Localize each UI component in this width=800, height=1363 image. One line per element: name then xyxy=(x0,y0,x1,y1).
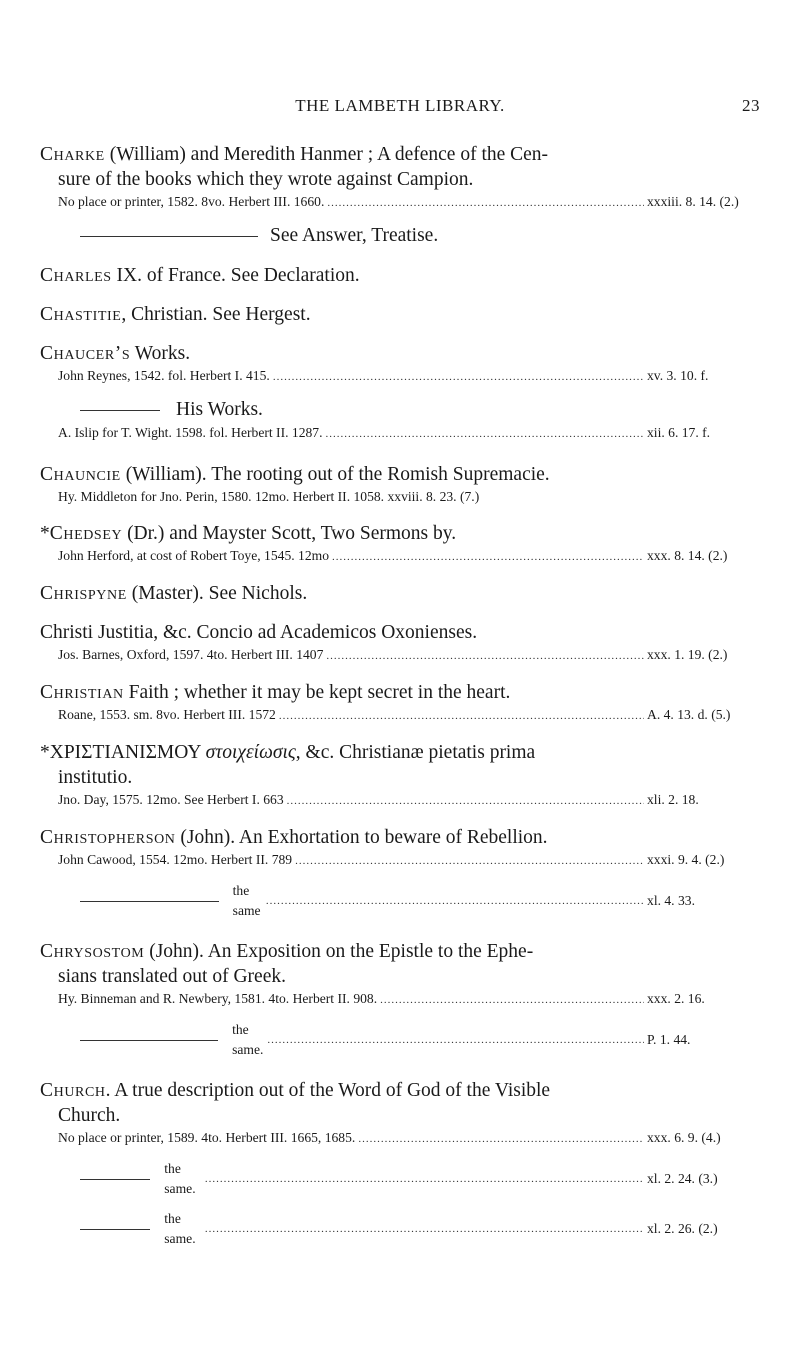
entry-chaucer xyxy=(40,341,765,387)
press-mark: xl. 2. 24. (3.) xyxy=(647,1171,718,1186)
title-text: (William) and Meredith Hanmer ; A defence of the Cen- xyxy=(104,144,549,165)
entry-chrispyne xyxy=(40,581,765,606)
title-text: (John). An Exhortation to beware of Rebellion. xyxy=(175,827,548,848)
leader-dots xyxy=(326,424,645,444)
entry-same-copy xyxy=(40,1020,765,1060)
imprint-text: John Herford, at cost of Robert Toye, 1545. 12mo xyxy=(58,548,330,563)
entry-his-works xyxy=(40,397,765,444)
title-continuation: Church. xyxy=(58,1105,121,1126)
entry-christian-faith xyxy=(40,680,765,726)
sub-heading: His Works. xyxy=(176,399,263,420)
entry-heading xyxy=(40,680,765,705)
same-label: the same. xyxy=(232,1022,264,1057)
author-name: Church xyxy=(40,1080,106,1101)
imprint-line xyxy=(40,790,765,811)
entry-heading xyxy=(40,142,765,167)
leader-dots xyxy=(266,891,644,911)
press-mark: xxx. 8. 14. (2.) xyxy=(647,548,728,563)
entry-heading xyxy=(40,740,765,765)
catalogue-entries xyxy=(40,142,765,1249)
leader-dots xyxy=(295,851,644,871)
author-name: Charke xyxy=(40,144,105,165)
leader-dots xyxy=(279,706,644,726)
press-mark: xl. 2. 26. (2.) xyxy=(647,1221,718,1236)
ditto-rule xyxy=(80,1229,150,1230)
imprint-line xyxy=(40,423,765,444)
title-continuation: sians translated out of Greek. xyxy=(58,966,286,987)
press-mark: A. 4. 13. d. (5.) xyxy=(647,707,731,722)
leader-dots xyxy=(380,990,644,1010)
entry-heading xyxy=(40,939,765,964)
title-continuation: sure of the books which they wrote against Campion. xyxy=(58,169,474,190)
imprint-line xyxy=(40,850,765,871)
same-label: the same. xyxy=(164,1161,196,1196)
press-mark: xli. 2. 18. xyxy=(647,792,699,807)
title-text: IX. of France. See Declaration. xyxy=(111,265,360,286)
imprint-text: Hy. Binneman and R. Newbery, 1581. 4to. Herbert II. 908. xyxy=(58,991,378,1006)
ditto-rule xyxy=(80,236,258,237)
cross-reference: See Answer, Treatise. xyxy=(270,225,439,246)
same-label: the same. xyxy=(164,1211,196,1246)
leader-dots xyxy=(287,791,644,811)
entry-heading xyxy=(40,462,765,487)
greek-word: στοιχείωσις xyxy=(205,742,296,763)
imprint-text: Jno. Day, 1575. 12mo. See Herbert I. 663 xyxy=(58,792,284,807)
leader-dots xyxy=(332,547,644,567)
press-mark: xxx. 6. 9. (4.) xyxy=(647,1130,721,1145)
imprint-text: A. Islip for T. Wight. 1598. fol. Herbert II. 1287. xyxy=(58,425,323,440)
greek-title: *ΧΡΙΣΤΙΑΝΙΣΜΟΥ xyxy=(40,742,206,763)
ditto-rule xyxy=(80,1179,150,1180)
imprint-text: No place or printer, 1589. 4to. Herbert III. 1665, 1685. xyxy=(58,1130,356,1145)
entry-christi-justitia xyxy=(40,620,765,666)
entry-heading: Christi Justitia, &c. Concio ad Academicos Oxonienses. xyxy=(40,622,478,643)
page-number: 23 xyxy=(742,96,760,115)
entry-chedsey xyxy=(40,521,765,567)
entry-same-copy xyxy=(40,881,765,921)
press-mark: xxxi. 9. 4. (2.) xyxy=(647,852,725,867)
author-name: Chrispyne xyxy=(40,583,127,604)
entry-heading xyxy=(40,521,765,546)
title-text: (John). An Exposition on the Epistle to the Ephe- xyxy=(144,941,534,962)
entry-christopherson xyxy=(40,825,765,871)
entry-heading xyxy=(40,1078,765,1103)
imprint-text: John Reynes, 1542. fol. Herbert I. 415. xyxy=(58,368,270,383)
leader-dots xyxy=(205,1169,644,1189)
imprint-line xyxy=(40,705,765,726)
ditto-rule xyxy=(80,1040,218,1041)
leader-dots xyxy=(358,1129,644,1149)
title-text: (William). The rooting out of the Romish Supremacie. xyxy=(120,464,550,485)
running-head-title: THE LAMBETH LIBRARY. xyxy=(295,96,505,115)
imprint-line xyxy=(40,546,765,567)
title-text: , Christian. See Hergest. xyxy=(121,304,311,325)
leader-dots xyxy=(327,193,644,213)
press-mark: xxx. 1. 19. (2.) xyxy=(647,647,728,662)
press-mark: xxx. 2. 16. xyxy=(647,991,705,1006)
imprint-line xyxy=(40,1128,765,1149)
imprint-line xyxy=(40,487,765,507)
entry-heading xyxy=(40,825,765,850)
author-name: Charles xyxy=(40,265,112,286)
leader-dots xyxy=(273,367,644,387)
imprint-line xyxy=(40,192,765,213)
entry-same-copy xyxy=(40,1159,765,1199)
title-text: Works. xyxy=(130,343,191,364)
sub-heading-line xyxy=(40,397,765,423)
title-text: . A true description out of the Word of God of the Visible xyxy=(105,1080,551,1101)
imprint-line xyxy=(40,989,765,1010)
press-mark: P. 1. 44. xyxy=(647,1032,691,1047)
imprint-text: Roane, 1553. sm. 8vo. Herbert III. 1572 xyxy=(58,707,276,722)
entry-chastitie xyxy=(40,302,765,327)
author-name: Chedsey xyxy=(49,523,123,544)
press-mark: xii. 6. 17. f. xyxy=(647,425,711,440)
asterisk-mark: * xyxy=(40,523,50,544)
press-mark: xxxiii. 8. 14. (2.) xyxy=(647,194,739,209)
entry-see-answer xyxy=(40,223,765,249)
title-text: , &c. Christianæ pietatis prima xyxy=(295,742,536,763)
title-text: (Dr.) and Mayster Scott, Two Sermons by. xyxy=(122,523,457,544)
author-name: Christian xyxy=(40,682,124,703)
title-continuation: institutio. xyxy=(58,767,133,788)
author-name: Christopherson xyxy=(40,827,176,848)
title-text: Faith ; whether it may be kept secret in the heart. xyxy=(123,682,511,703)
entry-chauncie xyxy=(40,462,765,507)
author-name: Chastitie xyxy=(40,304,122,325)
press-mark: xl. 4. 33. xyxy=(647,893,695,908)
imprint-text: Hy. Middleton for Jno. Perin, 1580. 12mo. Herbert II. 1058. xxviii. 8. 23. (7.) xyxy=(58,489,480,504)
author-name: Chauncie xyxy=(40,464,121,485)
ditto-rule xyxy=(80,901,219,902)
running-head xyxy=(40,96,760,120)
entry-christianismou xyxy=(40,740,765,811)
author-name: Chrysostom xyxy=(40,941,145,962)
entry-same-copy xyxy=(40,1209,765,1249)
title-text: (Master). See Nichols. xyxy=(126,583,308,604)
imprint-text: No place or printer, 1582. 8vo. Herbert III. 1660. xyxy=(58,194,325,209)
imprint-text: Jos. Barnes, Oxford, 1597. 4to. Herbert III. 1407 xyxy=(58,647,324,662)
entry-chrysostom xyxy=(40,939,765,1010)
imprint-line xyxy=(40,645,765,666)
leader-dots xyxy=(205,1219,644,1239)
leader-dots xyxy=(267,1030,644,1050)
entry-heading xyxy=(40,341,765,366)
author-name: Chaucer’s xyxy=(40,343,131,364)
ditto-rule xyxy=(80,410,160,411)
entry-charles xyxy=(40,263,765,288)
leader-dots xyxy=(326,646,644,666)
entry-church xyxy=(40,1078,765,1149)
entry-charke xyxy=(40,142,765,213)
imprint-line xyxy=(40,366,765,387)
same-label: the same xyxy=(232,883,261,918)
imprint-text: John Cawood, 1554. 12mo. Herbert II. 789 xyxy=(58,852,293,867)
press-mark: xv. 3. 10. f. xyxy=(647,368,709,383)
